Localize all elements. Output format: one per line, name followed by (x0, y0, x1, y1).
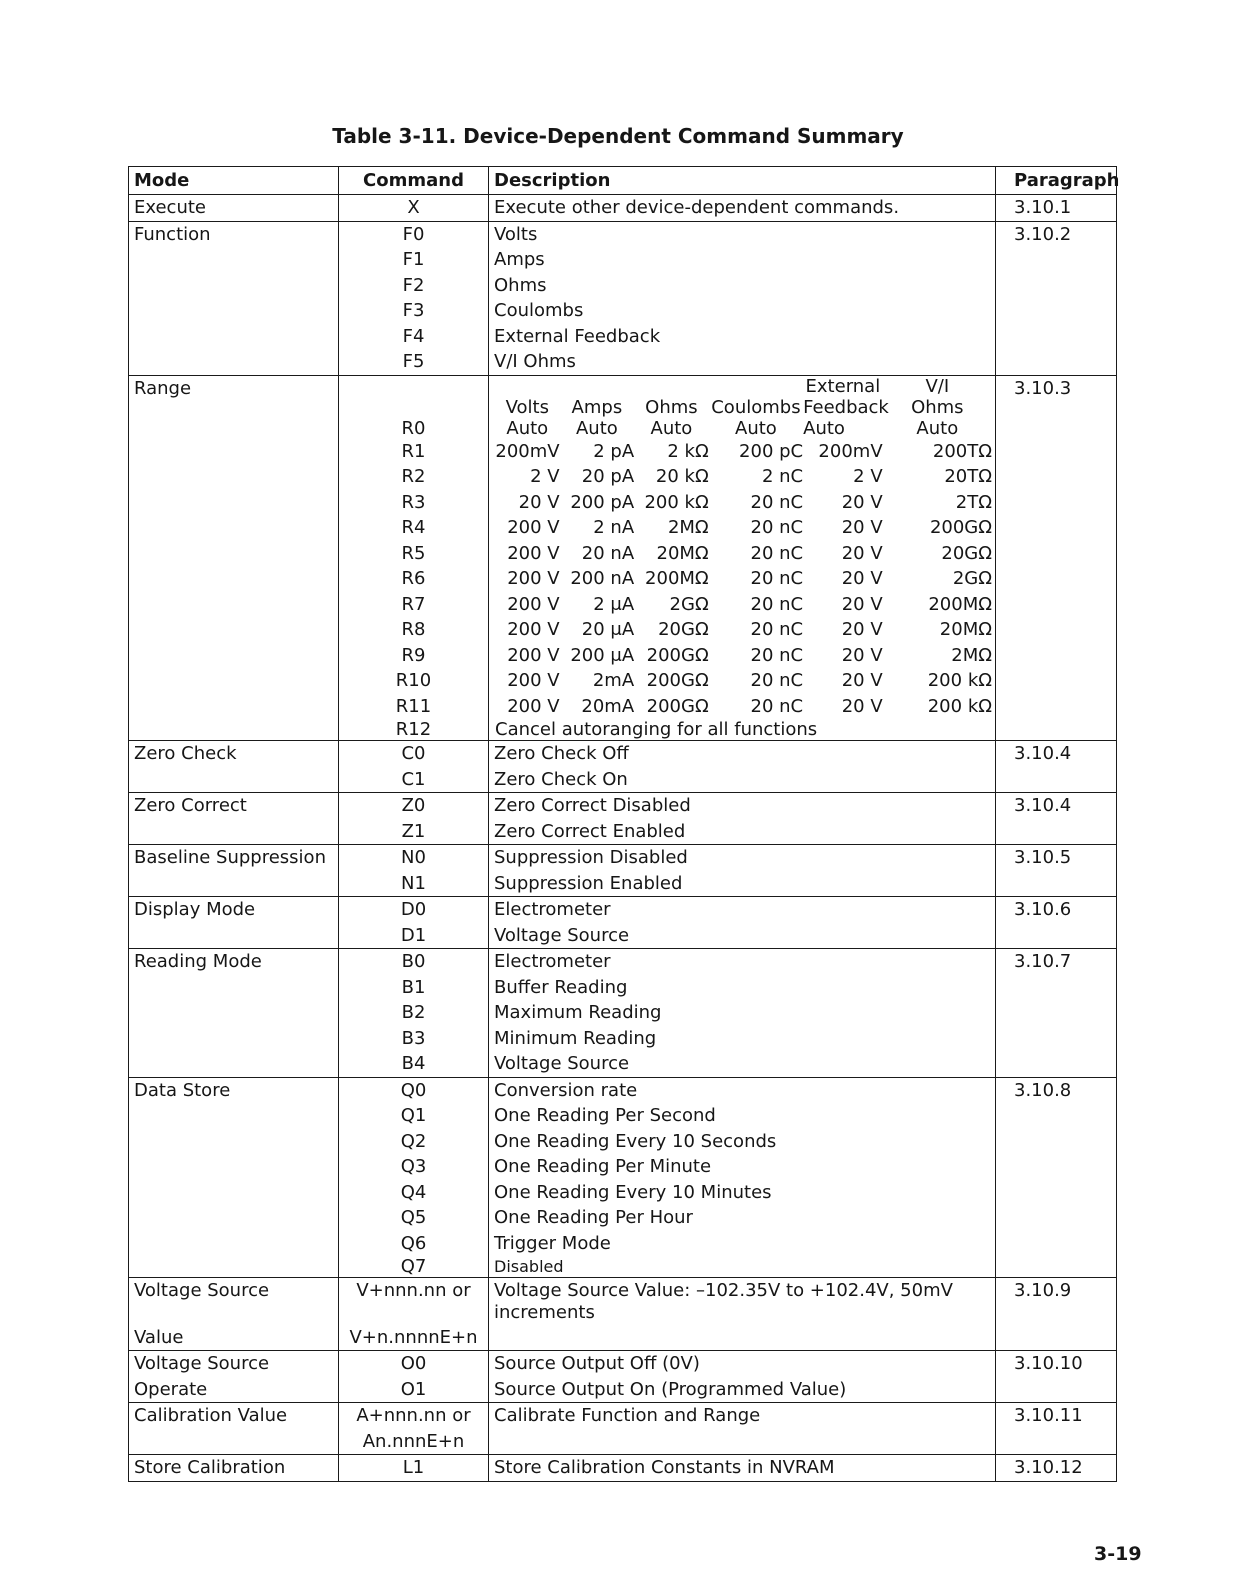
paragraph-cell: 3.10.10 (996, 1351, 1117, 1403)
command: R12 (395, 719, 432, 740)
row-zero-check (129, 741, 1117, 793)
row-baseline-suppression (129, 845, 1117, 897)
description: Electrometer (494, 899, 611, 920)
description: V/I Ohms (494, 351, 576, 372)
command: O1 (400, 1378, 427, 1400)
description-cell (489, 897, 996, 949)
range-value: 20 kΩ (655, 466, 709, 487)
description-cell (489, 195, 996, 222)
range-value: 200TΩ (932, 440, 992, 462)
range-value: 200GΩ (646, 644, 709, 666)
range-header (634, 376, 709, 397)
range-value-row (495, 643, 992, 669)
description: External Feedback (494, 325, 661, 347)
command: C0 (401, 743, 426, 764)
range-value: 20GΩ (658, 619, 709, 640)
description: One Reading Every 10 Seconds (494, 1130, 777, 1152)
command-cell (339, 375, 489, 741)
description: Voltage Source (494, 924, 630, 946)
description: Source Output Off (0V) (494, 1353, 700, 1374)
range-value: 2GΩ (669, 593, 709, 615)
range-value: 20 V (841, 517, 883, 538)
range-value: 20 V (841, 542, 883, 564)
command-cell (339, 897, 489, 949)
range-value: 20 nC (750, 593, 804, 615)
range-value: 200 kΩ (644, 491, 709, 513)
range-value-row (495, 490, 992, 516)
range-header: V/I (925, 375, 950, 397)
range-value: Auto (735, 417, 777, 439)
range-value: 20 V (841, 695, 883, 717)
range-value: 20 nC (750, 517, 804, 538)
description: Buffer Reading (494, 976, 628, 998)
range-value: 200 V (507, 695, 560, 717)
range-header: Ohms (645, 396, 698, 418)
command: Q3 (400, 1156, 427, 1177)
command-cell (339, 793, 489, 845)
command: F4 (402, 325, 425, 347)
description-cell (489, 1351, 996, 1403)
command: V+n.nnnnE+n (349, 1326, 478, 1348)
range-value: 20 nC (750, 542, 804, 564)
description: Conversion rate (494, 1079, 638, 1101)
description: One Reading Per Hour (494, 1207, 693, 1228)
range-value: Auto (916, 417, 959, 439)
command: Q5 (400, 1207, 427, 1228)
header-row (129, 167, 1117, 195)
command: L1 (402, 1457, 425, 1478)
mode-line: Voltage Source (134, 1280, 270, 1301)
range-value: 200GΩ (646, 670, 709, 691)
command-cell (339, 221, 489, 375)
row-function (129, 221, 1117, 375)
row-display-mode (129, 897, 1117, 949)
command: F3 (402, 300, 425, 321)
mode-cell: Store Calibration (129, 1455, 339, 1482)
range-description-cell (489, 375, 996, 741)
mode-cell: Zero Check (129, 741, 339, 793)
command: R3 (401, 491, 426, 513)
range-value: 2GΩ (952, 568, 992, 589)
command-cell (339, 845, 489, 897)
command: R1 (401, 440, 426, 462)
range-value: 200 V (507, 517, 560, 538)
range-value: 200 nA (570, 568, 635, 589)
range-value: 200 V (507, 619, 560, 640)
command: D0 (400, 899, 427, 920)
range-value: 20 pA (581, 466, 635, 487)
mode-cell: Range (129, 375, 339, 741)
description: Calibrate Function and Range (494, 1405, 761, 1426)
range-value: 2 nC (761, 466, 804, 487)
mode-cell: Function (129, 221, 339, 375)
mode-cell: Execute (129, 195, 339, 222)
paragraph-cell: 3.10.7 (996, 949, 1117, 1078)
range-value: 20 μA (581, 619, 635, 640)
range-value-row (495, 439, 992, 465)
description: Maximum Reading (494, 1002, 662, 1023)
command-cell (339, 741, 489, 793)
mode-cell: Data Store (129, 1077, 339, 1278)
paragraph-cell: 3.10.3 (996, 375, 1117, 741)
paragraph-cell: 3.10.6 (996, 897, 1117, 949)
description: Execute other device-dependent commands. (494, 197, 900, 218)
row-data-store (129, 1077, 1117, 1278)
range-value: 200mV (495, 440, 560, 462)
range-value: 2 kΩ (667, 440, 709, 462)
description: increments (494, 1301, 595, 1323)
command: R6 (401, 568, 426, 589)
description: Suppression Disabled (494, 847, 688, 868)
row-store-calibration (129, 1455, 1117, 1482)
range-value: Auto (650, 417, 693, 439)
command-cell (339, 195, 489, 222)
range-value: 2 nA (593, 517, 635, 538)
range-header-bottom (495, 397, 992, 418)
description: Electrometer (494, 951, 611, 972)
range-value: 200 pA (570, 491, 635, 513)
mode-line: Value (134, 1326, 184, 1348)
command-summary-table (128, 166, 1120, 1482)
command: C1 (401, 768, 426, 790)
description: Voltage Source (494, 1053, 630, 1074)
command: Q7 (400, 1256, 427, 1277)
description-cell (489, 845, 996, 897)
description: Trigger Mode (494, 1232, 611, 1254)
paragraph-cell: 3.10.1 (996, 195, 1117, 222)
page-number: 3-19 (1094, 1543, 1142, 1565)
range-header: Ohms (911, 396, 964, 418)
range-value: 20TΩ (944, 466, 992, 487)
range-value-row (495, 418, 992, 439)
range-value: 200MΩ (645, 568, 709, 589)
description: Volts (494, 223, 538, 245)
range-value: Auto (506, 417, 549, 439)
command: R8 (401, 619, 426, 640)
command: X (407, 197, 420, 218)
mode-cell: Baseline Suppression (129, 845, 339, 897)
range-value: 200GΩ (929, 517, 992, 538)
command: An.nnnE+n (362, 1430, 465, 1452)
range-value-row (495, 668, 992, 694)
command: B3 (401, 1027, 426, 1049)
range-value: 200 V (507, 542, 560, 564)
paragraph-cell: 3.10.9 (996, 1278, 1117, 1351)
description: One Reading Per Second (494, 1105, 716, 1126)
description-cell (489, 1077, 996, 1278)
command: R2 (401, 466, 426, 487)
paragraph-cell: 3.10.4 (996, 741, 1117, 793)
command: A+nnn.nn or (356, 1405, 471, 1426)
description: Zero Correct Enabled (494, 820, 686, 842)
range-value: 2MΩ (667, 517, 709, 538)
description: One Reading Per Minute (494, 1156, 712, 1177)
mode-cell (129, 1351, 339, 1403)
command: R10 (395, 670, 432, 691)
range-value: 20MΩ (656, 542, 709, 564)
description: Store Calibration Constants in NVRAM (494, 1457, 835, 1478)
range-grid (495, 376, 992, 720)
range-value: 20GΩ (941, 542, 992, 564)
command: R7 (401, 593, 426, 615)
range-value: 20 V (841, 670, 883, 691)
description-cell (489, 1278, 996, 1351)
range-value: 2TΩ (955, 491, 992, 513)
row-execute (129, 195, 1117, 222)
range-value: Auto (575, 417, 618, 439)
description: Ohms (494, 274, 547, 296)
range-value: 200 kΩ (927, 670, 992, 691)
range-value: 20 V (841, 568, 883, 589)
paragraph-cell: 3.10.2 (996, 221, 1117, 375)
range-value: 200 pC (739, 440, 804, 462)
mode-cell: Zero Correct (129, 793, 339, 845)
row-zero-correct (129, 793, 1117, 845)
description-cell (489, 1403, 996, 1455)
range-value: 200 V (507, 568, 560, 589)
range-header: Coulombs (711, 396, 801, 418)
range-value: 20 nC (750, 619, 804, 640)
command: R11 (395, 695, 432, 717)
range-value: 20 nA (581, 542, 635, 564)
command: R4 (401, 517, 426, 538)
row-reading-mode (129, 949, 1117, 1078)
range-value: 20MΩ (939, 619, 992, 640)
command: F2 (402, 274, 425, 296)
range-value-row (495, 592, 992, 618)
range-value: 20 V (841, 644, 883, 666)
command: F5 (402, 351, 425, 372)
range-value: 200 V (507, 670, 560, 691)
range-value-row (495, 694, 992, 720)
command: Q6 (400, 1232, 427, 1254)
command: O0 (400, 1353, 427, 1374)
range-value: 2 μA (593, 593, 635, 615)
description: Amps (494, 249, 545, 270)
description: Disabled (494, 1257, 564, 1276)
command: F0 (402, 223, 425, 245)
range-value: 200 V (507, 593, 560, 615)
command: Q2 (400, 1130, 427, 1152)
range-value: 200mV (818, 440, 883, 462)
range-header (495, 376, 560, 397)
paragraph-cell: 3.10.11 (996, 1403, 1117, 1455)
mode-cell (129, 1278, 339, 1351)
command-cell (339, 1455, 489, 1482)
header-paragraph: Paragraph (996, 167, 1117, 195)
mode-cell: Display Mode (129, 897, 339, 949)
command-cell (339, 1403, 489, 1455)
range-value: 2 V (853, 466, 883, 487)
range-value: 200MΩ (928, 593, 992, 615)
paragraph-cell: 3.10.12 (996, 1455, 1117, 1482)
mode-cell: Reading Mode (129, 949, 339, 1078)
range-header: Volts (505, 396, 549, 418)
row-voltage-source-value (129, 1278, 1117, 1351)
range-value: 200 kΩ (927, 695, 992, 717)
command: B0 (401, 951, 426, 972)
range-header (709, 376, 803, 397)
description: Source Output On (Programmed Value) (494, 1378, 847, 1400)
command: V+nnn.nn or (356, 1280, 471, 1301)
range-header: External (805, 375, 881, 397)
command-cell (339, 1077, 489, 1278)
range-value-row (495, 541, 992, 567)
range-value: 20 V (841, 491, 883, 513)
command: Z0 (401, 795, 426, 816)
command: B4 (401, 1053, 426, 1074)
range-value: 20 nC (750, 695, 804, 717)
description-cell (489, 741, 996, 793)
range-header: Amps (571, 396, 623, 418)
header-mode: Mode (129, 167, 339, 195)
range-cancel-description: Cancel autoranging for all functions (495, 719, 818, 740)
mode-cell: Calibration Value (129, 1403, 339, 1455)
description-cell (489, 793, 996, 845)
row-calibration-value (129, 1403, 1117, 1455)
command: R5 (401, 542, 426, 564)
range-value: 20mA (581, 695, 635, 717)
range-value: 200 μA (570, 644, 635, 666)
range-value-row (495, 566, 992, 592)
range-value: 2mA (592, 670, 635, 691)
paragraph-cell: 3.10.4 (996, 793, 1117, 845)
command-cell (339, 1278, 489, 1351)
description: Suppression Enabled (494, 872, 683, 894)
range-value: 20 V (518, 491, 560, 513)
range-value: Auto (803, 417, 845, 439)
command: B2 (401, 1002, 426, 1023)
command: Q0 (400, 1079, 427, 1101)
header-command: Command (339, 167, 489, 195)
description: Zero Check On (494, 768, 628, 790)
range-value-row (495, 464, 992, 490)
table-title: Table 3-11. Device-Dependent Command Summary (332, 124, 904, 148)
description: Minimum Reading (494, 1027, 657, 1049)
range-value: 20 nC (750, 644, 804, 666)
paragraph-cell: 3.10.5 (996, 845, 1117, 897)
range-value: 20 V (841, 593, 883, 615)
command-cell (339, 1351, 489, 1403)
mode-line: Voltage Source (134, 1353, 270, 1374)
range-value: 20 nC (750, 491, 804, 513)
range-header: Feedback (803, 396, 889, 418)
range-value: 2MΩ (951, 644, 992, 666)
command: R9 (401, 644, 426, 666)
range-value: 20 V (841, 619, 883, 640)
range-value: 2 pA (593, 440, 635, 462)
range-value: 200 V (507, 644, 560, 666)
description: Zero Check Off (494, 743, 629, 764)
command: B1 (401, 976, 426, 998)
range-header (560, 376, 635, 397)
paragraph-cell: 3.10.8 (996, 1077, 1117, 1278)
command: Q1 (400, 1105, 427, 1126)
range-header-top (495, 376, 992, 397)
command: N0 (401, 847, 426, 868)
description-cell (489, 1455, 996, 1482)
command-cell (339, 949, 489, 1078)
mode-line: Operate (134, 1378, 208, 1400)
range-value: 20 nC (750, 670, 804, 691)
command: D1 (400, 924, 427, 946)
header-description: Description (489, 167, 996, 195)
command: Z1 (401, 820, 426, 842)
range-value-row (495, 515, 992, 541)
range-value: 2 V (530, 466, 560, 487)
description: One Reading Every 10 Minutes (494, 1181, 772, 1203)
description: Zero Correct Disabled (494, 795, 691, 816)
range-value: 20 nC (750, 568, 804, 589)
command: F1 (402, 249, 425, 270)
range-value: 200GΩ (646, 695, 709, 717)
command: N1 (401, 872, 426, 894)
description-cell (489, 221, 996, 375)
command: Q4 (400, 1181, 427, 1203)
command: R0 (401, 417, 426, 439)
row-range (129, 375, 1117, 741)
row-voltage-source-operate (129, 1351, 1117, 1403)
description: Voltage Source Value: –102.35V to +102.4V, 50mV (494, 1280, 953, 1301)
range-value-row (495, 617, 992, 643)
description-cell (489, 949, 996, 1078)
description: Coulombs (494, 300, 584, 321)
